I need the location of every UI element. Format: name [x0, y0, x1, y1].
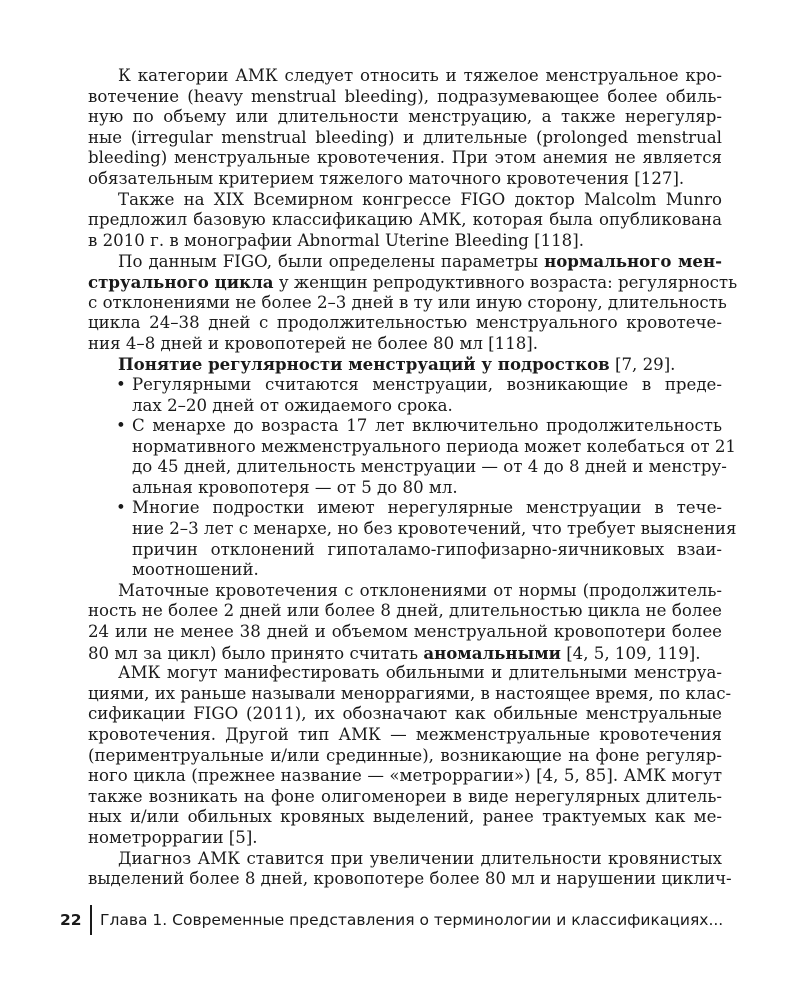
bullet-marker: •: [116, 498, 126, 518]
text-line: [88, 746, 722, 767]
text-span: Также на XIX Всемирном конгрессе FIGO доктор Malcolm Munro: [118, 189, 722, 209]
text-span: ных и/или обильных кровяных выделений, ранее трактуемых как ме-: [88, 807, 722, 827]
bold-term: аномальными: [423, 642, 561, 663]
text-span: обязательным критерием тяжелого маточного кровотечения [127].: [88, 168, 685, 188]
text-line: [88, 478, 722, 499]
text-span: с отклонениями не более 2–3 дней в ту или иную сторону, длительность: [88, 292, 727, 312]
text-line: [88, 766, 722, 787]
text-line: [88, 334, 722, 355]
bullet-marker: •: [116, 416, 126, 436]
text-line: [88, 231, 722, 252]
text-line: [88, 807, 722, 828]
page-number: 22: [60, 911, 82, 929]
text-span: (периментруальные и/или срединные), возникающие на фоне регуляр-: [88, 745, 722, 765]
text-span: вотечение (heavy menstrual bleeding), подразумевающее более обиль-: [88, 86, 722, 106]
text-span: причин отклонений гипоталамо-гипофизарно-яичниковых взаи-: [132, 539, 722, 559]
text-line: [88, 601, 722, 622]
text-span: bleeding) менструальные кровотечения. При этом анемия не является: [88, 148, 722, 168]
text-span: циями, их раньше называли меноррагиями, в настоящее время, по клас-: [88, 683, 732, 703]
text-span: Многие подростки имеют нерегулярные менструации в тече-: [132, 498, 722, 518]
text-span: ную по объему или длительности менструацию, а также нерегуляр-: [88, 107, 722, 127]
text-line: [88, 519, 737, 540]
text-line: [88, 457, 727, 478]
text-line: [88, 540, 722, 561]
text-span: [4, 5, 109, 119].: [560, 643, 701, 663]
text-line: [88, 66, 722, 87]
text-span: Диагноз АМК ставится при увеличении длительности кровянистых: [118, 848, 722, 868]
text-span: ния 4–8 дней и кровопотерей не более 80 мл [118].: [88, 333, 539, 353]
text-span: ные (irregular menstrual bleeding) и длительные (prolonged menstrual: [88, 127, 722, 147]
text-span: кровотечения. Другой тип АМК — межменструальные кровотечения: [88, 725, 722, 744]
text-line: [88, 271, 738, 293]
text-line: [88, 87, 722, 108]
text-span: до 45 дней, длительность менструации — от 4 до 8 дней и менстру-: [132, 457, 727, 477]
text-line: [88, 581, 722, 602]
page-footer: [60, 906, 723, 934]
text-line: [88, 148, 722, 169]
text-line: [88, 683, 732, 705]
text-line: [88, 251, 722, 272]
text-span: у женщин репродуктивного возраста: регулярность: [273, 272, 738, 292]
text-line: [88, 396, 722, 417]
text-line: [88, 869, 732, 890]
bold-term: струального цикла: [88, 271, 274, 292]
text-span: С менархе до возраста 17 лет включительно продолжительность: [132, 416, 722, 436]
bullet-item-line: [88, 375, 722, 396]
text-line: [88, 169, 722, 190]
text-span: ность не более 2 дней или более 8 дней, длительностью цикла не более: [88, 601, 722, 621]
text-line: [88, 622, 722, 643]
text-line: [88, 643, 722, 664]
text-line: [88, 436, 736, 458]
text-line: [88, 787, 722, 808]
text-span: сификации FIGO (2011), их обозначают как обильные менструальные: [88, 704, 722, 724]
text-line: [88, 663, 722, 684]
text-span: ного цикла (прежнее название — «метроррагии») [4, 5, 85]. АМК могут: [88, 766, 722, 786]
text-line: [88, 313, 722, 334]
text-span: нормативного межменструального периода может колебаться от 21: [132, 436, 736, 456]
page-body: [88, 66, 738, 890]
text-line: [88, 107, 722, 128]
text-span: АМК могут манифестировать обильными и длительными менструа-: [118, 663, 722, 683]
text-span: выделений более 8 дней, кровопотере более 80 мл и нарушении циклич-: [88, 869, 732, 889]
bullet-marker: •: [116, 374, 126, 394]
text-line: [88, 128, 722, 149]
bullet-item-line: [88, 416, 722, 437]
bold-term: Понятие регулярности менструаций у подростков: [118, 354, 610, 375]
text-line: [88, 704, 722, 725]
text-span: альная кровопотеря — от 5 до 80 мл.: [132, 477, 458, 497]
text-span: нометроррагии [5].: [88, 827, 258, 847]
text-line: [88, 849, 722, 870]
running-title: Глава 1. Современные представления о терминологии и классификациях...: [100, 911, 724, 929]
text-span: лах 2–20 дней от ожидаемого срока.: [132, 395, 453, 415]
text-span: предложил базовую классификацию АМК, которая была опубликована: [88, 210, 722, 230]
text-line: [88, 828, 722, 849]
text-span: в 2010 г. в монографии Abnormal Uterine Bleeding [118].: [88, 230, 584, 250]
bullet-item-line: [88, 498, 722, 519]
text-line: [88, 292, 727, 314]
text-span: 24 или не менее 38 дней и объемом менструальной кровопотери более: [88, 622, 722, 642]
text-span: 80 мл за цикл) было принято считать: [88, 643, 424, 663]
text-line: [88, 354, 722, 375]
text-span: К категории АМК следует относить и тяжелое менструальное кро-: [118, 66, 722, 85]
text-span: [7, 29].: [609, 355, 676, 375]
text-line: [88, 725, 722, 746]
text-span: Маточные кровотечения с отклонениями от нормы (продолжитель-: [118, 580, 722, 600]
text-span: По данным FIGO, были определены параметры: [118, 252, 545, 272]
text-line: [88, 560, 722, 581]
text-span: цикла 24–38 дней с продолжительностью менструального кровотече-: [88, 313, 722, 333]
text-span: моотношений.: [132, 560, 259, 580]
text-line: [88, 190, 722, 211]
text-span: ние 2–3 лет с менархе, но без кровотечений, что требует выяснения: [132, 519, 737, 539]
bold-term: нормального мен-: [544, 251, 722, 272]
text-span: Регулярными считаются менструации, возникающие в преде-: [132, 374, 722, 394]
footer-divider: [90, 905, 92, 935]
text-span: также возникать на фоне олигоменореи в виде нерегулярных длитель-: [88, 786, 722, 806]
text-line: [88, 210, 722, 231]
